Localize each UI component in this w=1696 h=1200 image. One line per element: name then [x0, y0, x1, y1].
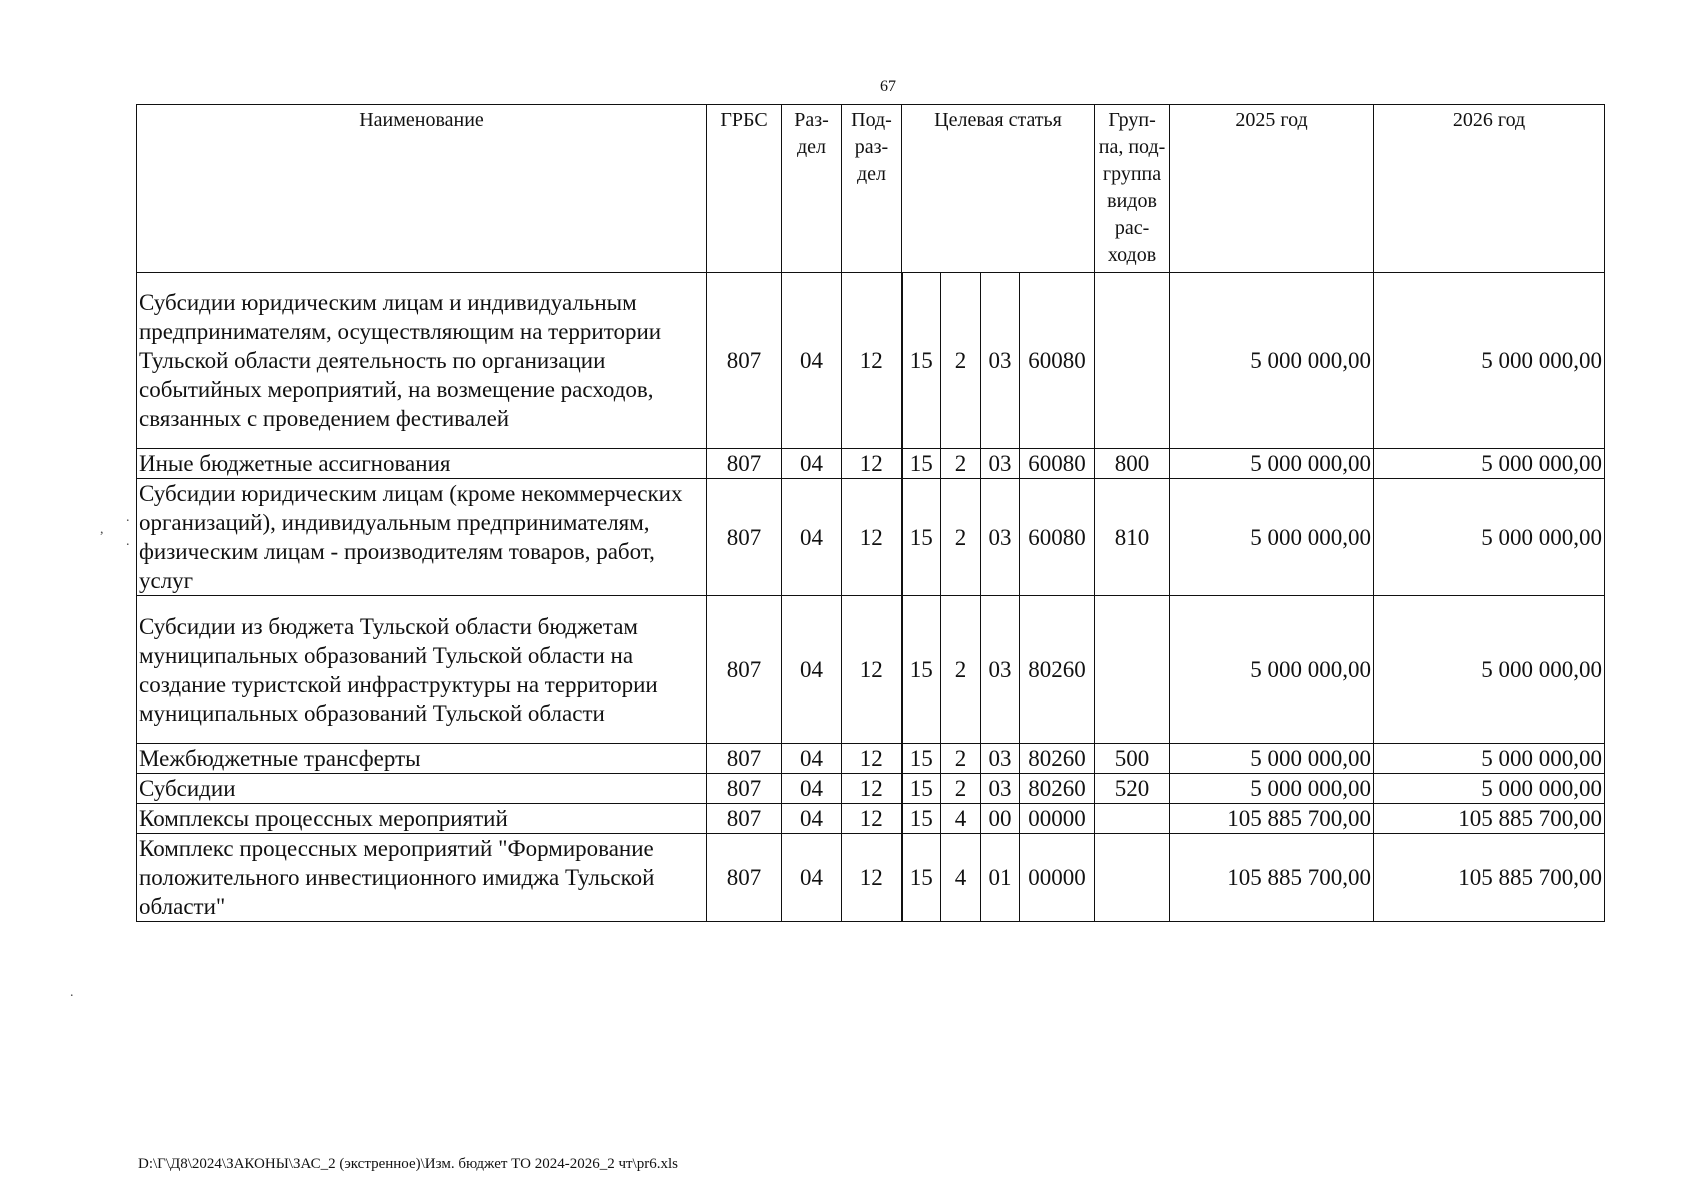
row-target-direction: 60080	[1020, 479, 1095, 596]
row-target-element: 03	[981, 596, 1020, 744]
table-row	[137, 744, 1605, 774]
row-grbs: 807	[707, 479, 782, 596]
row-target-type: 2	[941, 449, 981, 479]
row-target-direction: 60080	[1020, 449, 1095, 479]
row-razdel: 04	[782, 774, 842, 804]
table-row	[137, 834, 1605, 922]
row-expense-group: 800	[1095, 449, 1170, 479]
row-name: Иные бюджетные ассигнования	[137, 449, 707, 479]
header-year-2025: 2025 год	[1170, 105, 1374, 273]
row-target-direction: 80260	[1020, 744, 1095, 774]
row-name: Субсидии юридическим лицам и индивидуальным предпринимателям, осуществляющим на территории Тульской области деятельность по организации событийных мероприятий, на возмещение расходов, связанных с проведением фестивалей	[137, 273, 707, 449]
row-expense-group: 810	[1095, 479, 1170, 596]
table-row	[137, 479, 1605, 596]
row-podrazdel: 12	[842, 804, 902, 834]
row-expense-group	[1095, 834, 1170, 922]
row-grbs: 807	[707, 834, 782, 922]
row-name: Межбюджетные трансферты	[137, 744, 707, 774]
row-target-type: 4	[941, 834, 981, 922]
row-amount-2026: 5 000 000,00	[1374, 596, 1605, 744]
row-expense-group	[1095, 804, 1170, 834]
row-amount-2026: 5 000 000,00	[1374, 273, 1605, 449]
row-amount-2025: 105 885 700,00	[1170, 804, 1374, 834]
row-name: Субсидии юридическим лицам (кроме некоммерческих организаций), индивидуальным предпринимателям, физическим лицам - производителям товаров, работ, услуг	[137, 479, 707, 596]
scan-speck: ,	[100, 522, 104, 537]
row-amount-2025: 5 000 000,00	[1170, 596, 1374, 744]
row-podrazdel: 12	[842, 273, 902, 449]
row-podrazdel: 12	[842, 744, 902, 774]
row-expense-group	[1095, 596, 1170, 744]
row-target-program: 15	[902, 479, 941, 596]
row-amount-2025: 5 000 000,00	[1170, 479, 1374, 596]
row-podrazdel: 12	[842, 774, 902, 804]
header-podrazdel: Под- раз- дел	[842, 105, 902, 273]
row-amount-2026: 5 000 000,00	[1374, 479, 1605, 596]
table-row	[137, 774, 1605, 804]
header-name: Наименование	[137, 105, 707, 273]
row-target-direction: 00000	[1020, 804, 1095, 834]
table-row	[137, 804, 1605, 834]
row-amount-2026: 105 885 700,00	[1374, 804, 1605, 834]
header-target-article: Целевая статья	[902, 105, 1095, 273]
row-grbs: 807	[707, 273, 782, 449]
row-grbs: 807	[707, 774, 782, 804]
row-target-element: 00	[981, 804, 1020, 834]
row-target-program: 15	[902, 774, 941, 804]
row-name: Комплексы процессных мероприятий	[137, 804, 707, 834]
header-expense-group: Груп- па, под- группа видов рас- ходов	[1095, 105, 1170, 273]
row-target-program: 15	[902, 449, 941, 479]
row-target-element: 03	[981, 479, 1020, 596]
row-grbs: 807	[707, 449, 782, 479]
row-target-direction: 80260	[1020, 774, 1095, 804]
row-razdel: 04	[782, 449, 842, 479]
row-target-type: 2	[941, 774, 981, 804]
row-target-type: 2	[941, 744, 981, 774]
row-razdel: 04	[782, 596, 842, 744]
row-amount-2025: 5 000 000,00	[1170, 273, 1374, 449]
row-amount-2026: 105 885 700,00	[1374, 834, 1605, 922]
row-name: Субсидии из бюджета Тульской области бюджетам муниципальных образований Тульской области на создание туристской инфраструктуры на территории муниципальных образований Тульской области	[137, 596, 707, 744]
row-target-element: 03	[981, 273, 1020, 449]
row-podrazdel: 12	[842, 479, 902, 596]
row-target-direction: 60080	[1020, 273, 1095, 449]
table-row	[137, 273, 1605, 449]
row-amount-2026: 5 000 000,00	[1374, 774, 1605, 804]
header-year-2026: 2026 год	[1374, 105, 1605, 273]
table-header-row	[137, 105, 1605, 273]
row-target-program: 15	[902, 834, 941, 922]
row-target-element: 03	[981, 744, 1020, 774]
row-target-type: 2	[941, 596, 981, 744]
row-podrazdel: 12	[842, 596, 902, 744]
row-target-program: 15	[902, 596, 941, 744]
table-row	[137, 596, 1605, 744]
row-target-element: 01	[981, 834, 1020, 922]
row-amount-2025: 5 000 000,00	[1170, 449, 1374, 479]
footer-file-path: D:\Г\Д8\2024\ЗАКОНЫ\ЗАС_2 (экстренное)\Изм. бюджет ТО 2024-2026_2 чт\pr6.xls	[138, 1156, 678, 1172]
header-grbs: ГРБС	[707, 105, 782, 273]
row-target-type: 2	[941, 273, 981, 449]
table-row	[137, 449, 1605, 479]
row-target-program: 15	[902, 744, 941, 774]
page-number: 67	[880, 78, 896, 95]
header-razdel: Раз- дел	[782, 105, 842, 273]
row-target-element: 03	[981, 449, 1020, 479]
row-expense-group: 500	[1095, 744, 1170, 774]
row-podrazdel: 12	[842, 449, 902, 479]
row-razdel: 04	[782, 834, 842, 922]
scan-speck: .	[70, 985, 74, 1000]
row-razdel: 04	[782, 744, 842, 774]
row-amount-2026: 5 000 000,00	[1374, 449, 1605, 479]
row-grbs: 807	[707, 744, 782, 774]
scan-speck: .	[126, 534, 130, 549]
row-grbs: 807	[707, 596, 782, 744]
row-target-direction: 80260	[1020, 596, 1095, 744]
row-razdel: 04	[782, 804, 842, 834]
row-target-program: 15	[902, 273, 941, 449]
row-amount-2025: 5 000 000,00	[1170, 774, 1374, 804]
row-amount-2025: 5 000 000,00	[1170, 744, 1374, 774]
row-podrazdel: 12	[842, 834, 902, 922]
row-expense-group	[1095, 273, 1170, 449]
row-amount-2025: 105 885 700,00	[1170, 834, 1374, 922]
row-grbs: 807	[707, 804, 782, 834]
row-target-type: 4	[941, 804, 981, 834]
scan-speck: .	[126, 510, 130, 525]
row-target-direction: 00000	[1020, 834, 1095, 922]
row-target-element: 03	[981, 774, 1020, 804]
row-target-program: 15	[902, 804, 941, 834]
row-target-type: 2	[941, 479, 981, 596]
row-expense-group: 520	[1095, 774, 1170, 804]
row-razdel: 04	[782, 273, 842, 449]
row-name: Комплекс процессных мероприятий "Формирование положительного инвестиционного имиджа Тульской области"	[137, 834, 707, 922]
row-name: Субсидии	[137, 774, 707, 804]
row-razdel: 04	[782, 479, 842, 596]
row-amount-2026: 5 000 000,00	[1374, 744, 1605, 774]
budget-table	[136, 104, 1605, 922]
